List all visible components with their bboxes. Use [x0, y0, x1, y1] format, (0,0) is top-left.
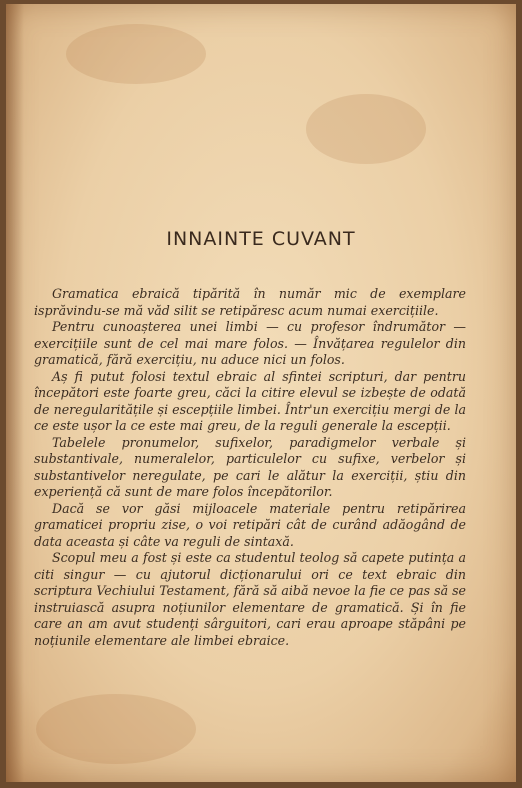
book-page — [6, 4, 516, 782]
preface-paragraph: Dacă se vor găsi mijloacele materiale pentru retipărirea gramaticei propriu zise, o voi retipări cât de curând adăogând de data aceasta și câte va reguli de sintaxă. — [34, 500, 466, 549]
preface-paragraph: Aș fi putut folosi textul ebraic al sfintei scripturi, dar pentru începători este foarte greu, căci la citire elevul se izbește de odată de neregularitățile și escepțiile limbei. Într'un exercițiu mergi de la ce este ușor la ce este mai greu, de la reguli generale la escepții. — [34, 368, 466, 433]
page-edge-shadow — [6, 4, 24, 782]
preface-paragraph: Pentru cunoașterea unei limbi — cu profesor îndrumător — exercițiile sunt de cel mai mare folos. — Învățarea regulelor din gramatică, fără exercițiu, nu aduce nici un folos. — [34, 319, 466, 367]
page-stain — [66, 24, 206, 84]
page-stain — [306, 94, 426, 164]
page-heading: INNAINTE CUVANT — [166, 228, 356, 250]
preface-paragraph: Scopul meu a fost și este ca studentul teolog să capete putința a citi singur — cu ajutorul dicționarului ori ce text ebraic din scriptura Vechiului Testament, fără să aibă nevoe la fie ce pas să se instruiască asupra noțiunilor elementare de gramatică. Și în fie care an am avut studenți sârguitori, cari erau aproape stăpâni pe noțiunile elementare ale limbei ebraice. — [34, 550, 467, 648]
page-stain — [36, 694, 196, 764]
preface-text — [34, 286, 466, 649]
preface-paragraph: Tabelele pronumelor, sufixelor, paradigmelor verbale și substantivale, numeralelor, particulelor cu sufixe, verbelor și substantivelor neregulate, pe cari le alătur la exerciții, știu din experiență că sunt de mare folos începătorilor. — [34, 434, 466, 499]
preface-paragraph: Gramatica ebraică tipărită în număr mic de exemplare isprăvindu-se mă văd silit se retipăresc acum numai exercițiile. — [34, 286, 466, 318]
